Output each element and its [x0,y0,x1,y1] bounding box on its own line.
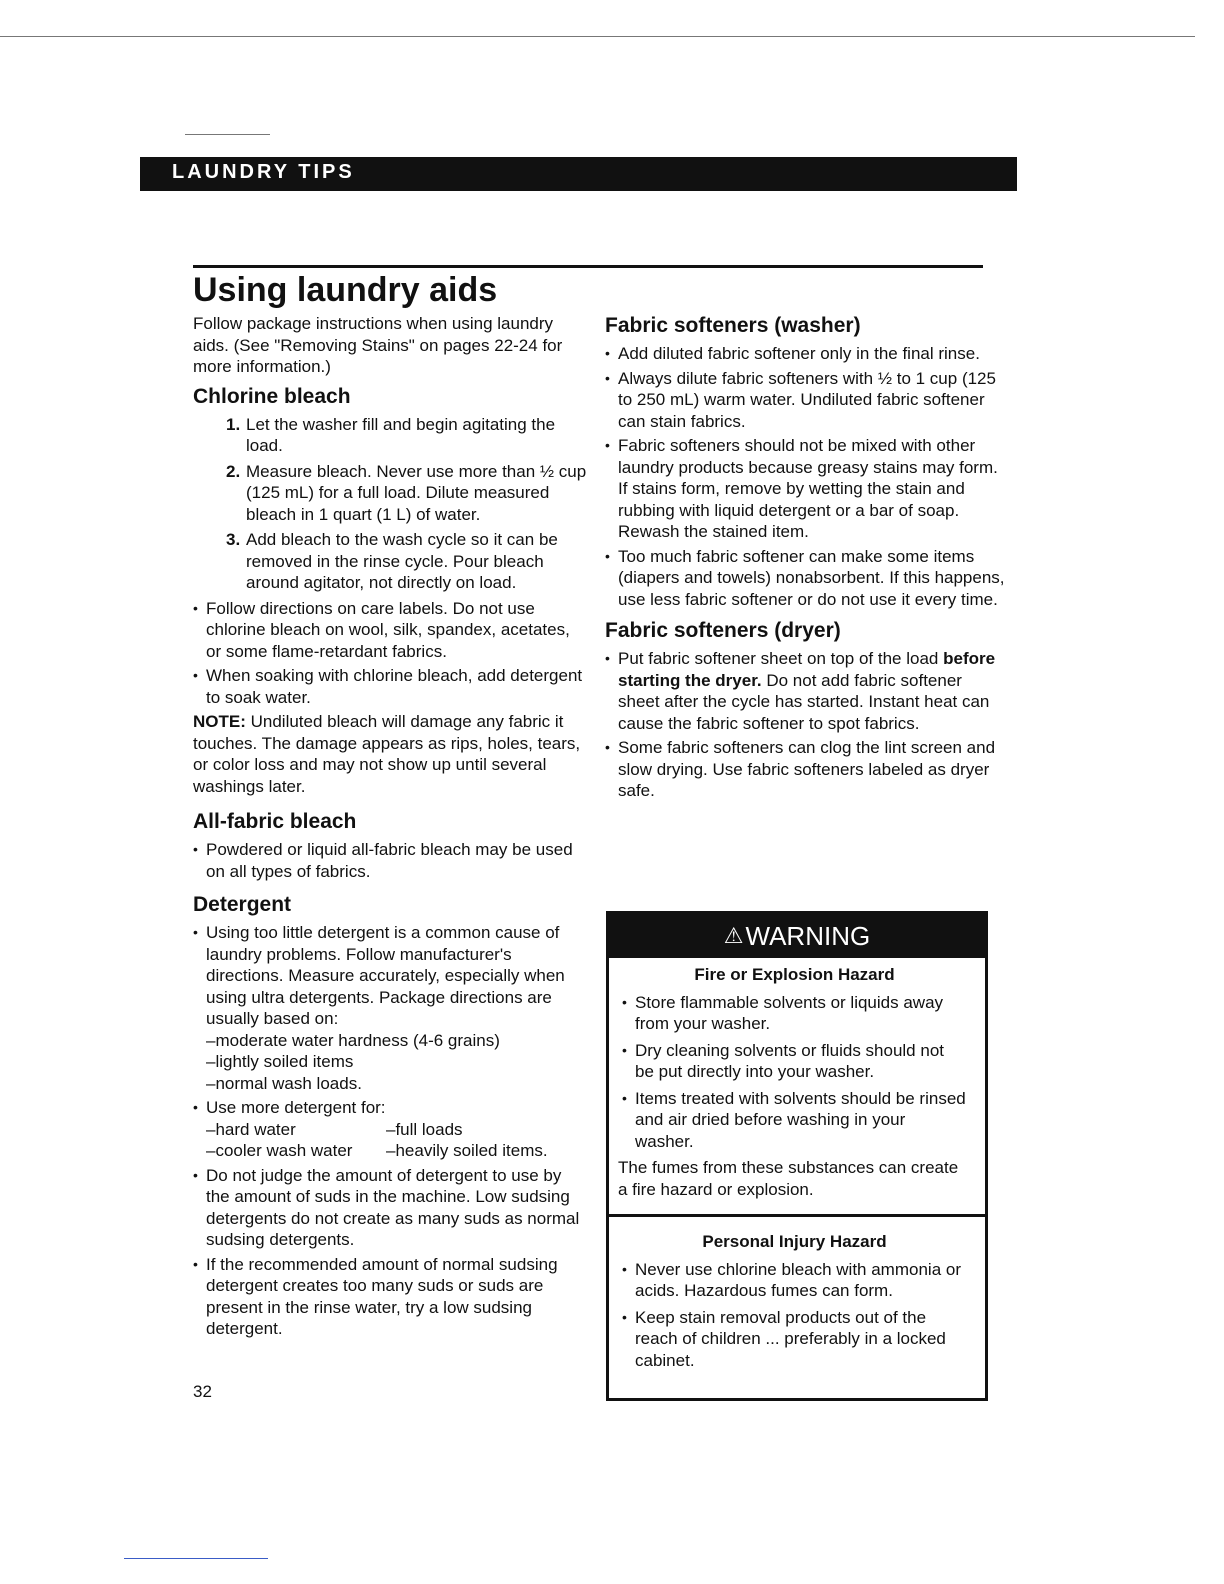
injury-hazard-bullets [622,1259,967,1372]
warning-triangle-icon: ⚠ [723,923,744,948]
bullet-item: • Dry cleaning solvents or fluids should not be put directly into your washer. [622,1040,944,1081]
softener-washer-heading: Fabric softeners (washer) [605,314,861,337]
softener-dryer-heading: Fabric softeners (dryer) [605,619,841,642]
warning-box [606,911,988,1401]
step-item: 2. Measure bleach. Never use more than ½ cup (125 mL) for a full load. Dilute measured bleach in 1 quart (1 L) of water. [226,461,587,524]
footer-link-line [124,1558,268,1559]
bullet-item: • If the recommended amount of normal sudsing detergent creates too many suds or suds are present in the rinse water, try a low sudsing detergent. [193,1254,558,1338]
bullet-item: • Always dilute fabric softeners with ½ to 1 cup (125 to 250 mL) warm water. Undiluted fabric softener can stain fabrics. [605,368,996,431]
sub-item: –normal wash loads. [206,1073,362,1093]
injury-hazard-section [609,1225,985,1371]
bullet-item: • Powdered or liquid all-fabric bleach may be used on all types of fabrics. [193,840,573,881]
fire-hazard-bullets [622,992,967,1153]
bleach-note: NOTE: Undiluted bleach will damage any fabric it touches. The damage appears as rips, holes, tears, or color loss and may not show up until several washings later. [193,712,581,796]
softener-washer-bullets [605,343,1005,610]
bullet-item: • When soaking with chlorine bleach, add detergent to soak water. [193,666,583,707]
step-item: 1. Let the washer fill and begin agitating the load. [226,414,556,455]
injury-hazard-heading: Personal Injury Hazard [702,1232,887,1251]
bullet-item: • Put fabric softener sheet on top of the load before starting the dryer. Do not add fabric softener sheet after the cycle has started. Instant heat can cause the fabric softener to spot fabrics. [605,649,996,733]
intro-text: Follow package instructions when using laundry aids. (See "Removing Stains" on pages 22-24 for more information.) [193,314,563,376]
bullet-item: • Use more detergent for: –hard water –full loads –cooler wash water –heavily soiled items. [193,1097,588,1162]
bullet-item: • Items treated with solvents should be rinsed and air dried before washing in your washer. [622,1088,966,1151]
sub-row: –hard water –full loads [206,1119,463,1139]
bullet-item: • Too much fabric softener can make some items (diapers and towels) nonabsorbent. If this happens, use less fabric softener or do not use it every time. [605,546,1005,609]
bullet-item: • Never use chlorine bleach with ammonia or acids. Hazardous fumes can form. [622,1259,961,1300]
bullet-item: • Keep stain removal products out of the reach of children ... preferably in a locked cabinet. [622,1307,946,1370]
title-rule [193,265,983,268]
bullet-item: • Some fabric softeners can clog the lint screen and slow drying. Use fabric softeners labeled as dryer safe. [605,738,996,800]
bullet-item: • Using too little detergent is a common cause of laundry problems. Follow manufacturer's directions. Measure accurately, especially when using ultra detergents. Package directions are usually based on: –moderate water hardness (4-6 grains) –lightly soiled items –normal wash loads. [193,922,588,1094]
chlorine-steps [193,414,588,594]
all-fabric-bleach-heading: All-fabric bleach [193,810,357,833]
chlorine-bleach-heading: Chlorine bleach [193,384,351,408]
bullet-item: • Follow directions on care labels. Do not use chlorine bleach on wool, silk, spandex, acetates, or some flame-retardant fabrics. [193,598,570,661]
fire-hazard-heading: Fire or Explosion Hazard [694,965,895,984]
sub-item: –moderate water hardness (4-6 grains) [206,1030,500,1050]
bullet-item: • Fabric softeners should not be mixed with other laundry products because greasy stains may form. If stains form, remove by wetting the stain and rubbing with liquid detergent or a bar of soap. Rewash the stained item. [605,436,998,541]
banner-label: LAUNDRY TIPS [172,161,355,183]
left-column [193,313,588,1343]
page-number: 32 [193,1382,212,1401]
bullet-item: • Add diluted fabric softener only in the final rinse. [605,344,980,363]
sub-row: –cooler wash water –heavily soiled items. [206,1141,548,1160]
chlorine-bullets [193,598,588,709]
page-title: Using laundry aids [193,271,498,309]
sub-item: –lightly soiled items [206,1052,354,1071]
all-fabric-bullets [193,839,588,882]
warning-header [609,914,985,958]
warning-label: WARNING [745,921,871,951]
scan-artifact-top [0,36,1195,37]
warning-divider [609,1214,985,1217]
section-banner [140,157,1017,191]
detergent-heading: Detergent [193,893,292,916]
fire-hazard-section [609,958,985,1200]
right-column [605,313,1005,805]
bullet-item: • Do not judge the amount of detergent to use by the amount of suds in the machine. Low sudsing detergents do not create as many suds as normal sudsing detergents. [193,1165,580,1249]
scan-artifact-short [185,134,270,135]
step-item: 3. Add bleach to the wash cycle so it can be removed in the rinse cycle. Pour bleach around agitator, not directly on load. [226,530,558,592]
fire-hazard-footer: The fumes from these substances can create a fire hazard or explosion. [618,1158,959,1199]
detergent-bullets [193,922,588,1340]
softener-dryer-bullets [605,648,1005,802]
bullet-item: • Store flammable solvents or liquids away from your washer. [622,992,944,1033]
